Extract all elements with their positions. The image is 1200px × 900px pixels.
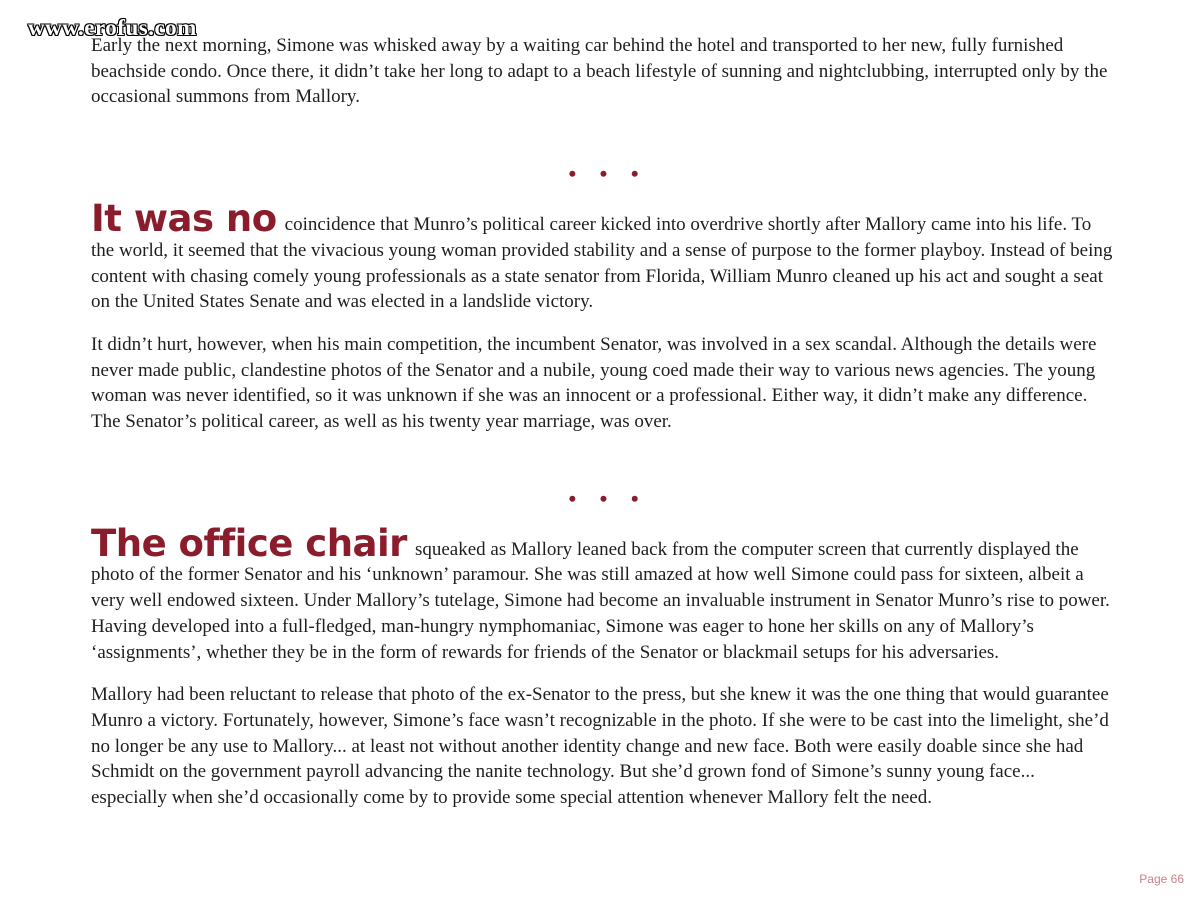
page-content	[91, 33, 1113, 811]
section2-lead-heading: The office chair	[91, 521, 407, 565]
section-separator: • • •	[568, 485, 648, 511]
site-watermark: www.erofus.com	[28, 15, 197, 40]
section1-paragraph2: It didn’t hurt, however, when his main competition, the incumbent Senator, was involved in a sex scandal. Although the details were never made public, clandestine photos of the Senator and a nubile, young coed made their way to various news agencies. The young woman was never identified, so it was unknown if she was an innocent or a professional. Either way, it didn’t make any difference. The Senator’s political career, as well as his twenty year marriage, was over.	[91, 333, 1097, 433]
section1-paragraph1	[91, 197, 1113, 315]
page-number: Page 66	[1139, 872, 1184, 886]
section2-paragraph1	[91, 521, 1113, 666]
section-office-chair	[91, 521, 1113, 811]
section2-paragraph2: Mallory had been reluctant to release that photo of the ex-Senator to the press, but she knew it was the one thing that would guarantee Munro a victory. Fortunately, however, Simone’s face wasn’t recognizable in the photo. If she were to be cast into the limelight, she’d no longer be any use to Mallory... at least not without another identity change and new face. Both were easily doable since she had Schmidt on the government payroll advancing the nanite technology. But she’d grown fond of Simone’s sunny young face... especially when she’d occasionally come by to provide some special attention whenever Mallory felt the need.	[91, 684, 1109, 809]
section2-paragraph1-text: squeaked as Mallory leaned back from the computer screen that currently displayed the photo of the former Senator and his ‘unknown’ paramour. She was still amazed at how well Simone could pass for sixteen, albeit a very well endowed sixteen. Under Mallory’s tutelage, Simone had become an invaluable instrument in Senator Munro’s rise to power. Having developed into a full-fledged, man-hungry nymphomaniac, Simone was eager to hone her skills on any of Mallory’s ‘assignments’, whether they be in the form of rewards for friends of the Senator or blackmail setups for his adversaries.	[91, 538, 1110, 663]
section1-paragraph1-text: coincidence that Munro’s political career kicked into overdrive shortly after Mallory came into his life. To the world, it seemed that the vivacious young woman provided stability and a sense of purpose to the former playboy. Instead of being content with chasing comely young professionals as a state senator from Florida, William Munro cleaned up his act and sought a seat on the United States Senate and was elected in a landslide victory.	[91, 214, 1113, 313]
section1-lead-heading: It was no	[91, 197, 277, 241]
section-separator: • • •	[568, 161, 648, 187]
intro-paragraph: Early the next morning, Simone was whisked away by a waiting car behind the hotel and transported to her new, fully furnished beachside condo. Once there, it didn’t take her long to adapt to a beach lifestyle of sunning and nightclubbing, interrupted only by the occasional summons from Mallory.	[91, 35, 1108, 108]
section-it-was-no	[91, 197, 1113, 435]
